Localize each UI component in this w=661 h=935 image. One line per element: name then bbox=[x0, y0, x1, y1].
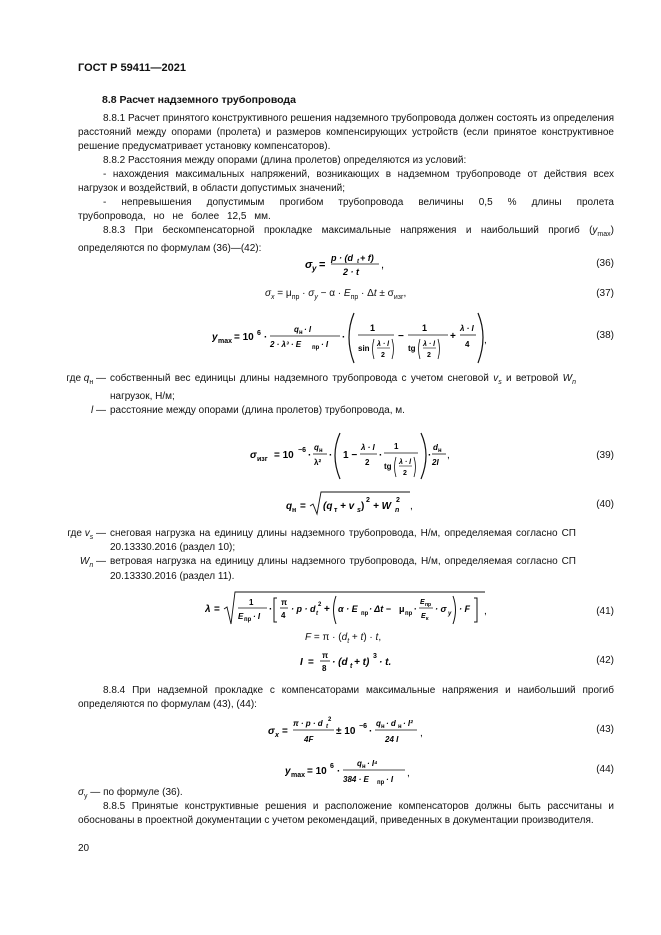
svg-text:т: т bbox=[334, 507, 338, 514]
svg-text:пр: пр bbox=[377, 780, 385, 786]
formula-37: $\sigma_x = \mu_{пр} \cdot \sigma_y - \alpha \cdot E_{пр} \cdot \Delta t \pm \sigma_{изг}$, bbox=[265, 288, 407, 301]
svg-text:,: , bbox=[484, 606, 487, 617]
svg-text:·: · bbox=[379, 450, 383, 461]
svg-text:2: 2 bbox=[318, 602, 322, 608]
svg-text:2: 2 bbox=[427, 352, 431, 359]
svg-text:,: , bbox=[410, 501, 413, 512]
svg-text:пр: пр bbox=[361, 611, 369, 617]
svg-text:t: t bbox=[326, 724, 328, 730]
svg-text:λ²: λ² bbox=[314, 458, 322, 467]
svg-text:+ W: + W bbox=[373, 501, 392, 512]
svg-text:=: = bbox=[319, 259, 326, 271]
svg-text:μ: μ bbox=[399, 604, 405, 614]
equation-number-37: (37) bbox=[596, 288, 614, 299]
svg-text:·: · bbox=[329, 450, 333, 461]
formula-39 bbox=[250, 425, 450, 483]
svg-text:· I: · I bbox=[253, 612, 261, 621]
svg-text:· l⁴: · l⁴ bbox=[367, 759, 378, 768]
svg-text:=: = bbox=[308, 657, 314, 668]
svg-text:+ f): + f) bbox=[360, 253, 374, 263]
svg-text:н: н bbox=[362, 764, 366, 770]
svg-text:(q: (q bbox=[323, 501, 333, 512]
svg-text:=: = bbox=[282, 726, 288, 737]
equation-number-43: (43) bbox=[596, 724, 614, 735]
svg-text:t: t bbox=[357, 259, 359, 265]
definition-v-s: где $v_s$ — снеговая нагрузка на единицу длины надземного трубопровода, Н/м, определяемая согласно СП 20.13330.2016 (раздел 10); bbox=[67, 528, 576, 554]
svg-text:· F: · F bbox=[459, 604, 470, 614]
svg-text:y: y bbox=[212, 332, 218, 343]
svg-text:6: 6 bbox=[257, 330, 261, 337]
svg-text:E: E bbox=[421, 613, 426, 620]
svg-text:q: q bbox=[376, 719, 381, 728]
formula-36 bbox=[305, 250, 395, 280]
svg-text:·: · bbox=[337, 766, 341, 777]
svg-text:2: 2 bbox=[403, 470, 407, 477]
svg-text:+: + bbox=[450, 331, 456, 342]
svg-text:·: · bbox=[308, 450, 312, 461]
svg-text:max: max bbox=[218, 338, 233, 345]
svg-text:π · p · d: π · p · d bbox=[293, 719, 323, 728]
svg-text:· Δt −: · Δt − bbox=[369, 604, 391, 614]
svg-text:): ) bbox=[361, 501, 365, 512]
svg-text:n: n bbox=[395, 507, 400, 514]
svg-text:н: н bbox=[292, 507, 297, 514]
svg-text:+ t): + t) bbox=[354, 657, 370, 668]
page-number: 20 bbox=[78, 843, 90, 854]
svg-text:q: q bbox=[286, 501, 293, 512]
svg-text:s: s bbox=[357, 507, 361, 514]
svg-text:α · E: α · E bbox=[338, 604, 358, 614]
svg-text:q: q bbox=[294, 325, 299, 334]
svg-text:·: · bbox=[369, 726, 373, 737]
svg-text:2: 2 bbox=[366, 497, 370, 504]
svg-text:· d: · d bbox=[386, 719, 396, 728]
svg-text:= 10: = 10 bbox=[274, 450, 294, 461]
svg-text:2 · t: 2 · t bbox=[343, 267, 360, 277]
svg-text:2: 2 bbox=[381, 352, 385, 359]
svg-text:4: 4 bbox=[465, 340, 470, 349]
svg-text:·: · bbox=[264, 332, 268, 343]
svg-text:t: t bbox=[316, 611, 318, 617]
svg-text:σ: σ bbox=[250, 450, 257, 461]
svg-text:−6: −6 bbox=[359, 723, 367, 730]
svg-text:н: н bbox=[438, 448, 442, 454]
svg-text:· p · d: · p · d bbox=[291, 604, 316, 614]
svg-text:н: н bbox=[398, 724, 402, 730]
paragraph-8-8-2: 8.8.2 Расстояния между опорами (длина пролетов) определяются из условий: bbox=[103, 155, 467, 166]
section-title: 8.8 Расчет надземного трубопровода bbox=[102, 94, 296, 106]
svg-text:λ · l: λ · l bbox=[377, 341, 390, 348]
formula-36-text bbox=[0, 0, 1, 1]
definitions-1 bbox=[43, 372, 576, 419]
svg-text:π: π bbox=[281, 598, 288, 607]
svg-text:y: y bbox=[285, 766, 291, 777]
svg-text:1: 1 bbox=[370, 323, 376, 333]
svg-text:λ: λ bbox=[205, 604, 211, 615]
definition-w-n: $W_n$ — ветровая нагрузка на единицу длины надземного трубопровода, Н/м, определяемая согласно СП 20.13330.2016 (раздел 11). bbox=[79, 556, 576, 582]
svg-text:· l: · l bbox=[304, 325, 312, 334]
svg-text:· (d: · (d bbox=[332, 657, 348, 668]
svg-text:·: · bbox=[269, 604, 273, 615]
svg-text:+: + bbox=[324, 604, 330, 615]
equation-number-36: (36) bbox=[596, 258, 614, 269]
svg-text:,: , bbox=[484, 335, 487, 346]
svg-text:пр: пр bbox=[425, 602, 432, 608]
svg-text:y: y bbox=[448, 611, 452, 617]
svg-text:2: 2 bbox=[328, 717, 332, 723]
svg-text:· t.: · t. bbox=[379, 657, 392, 668]
svg-text:1: 1 bbox=[249, 598, 254, 607]
svg-text:λ · l: λ · l bbox=[399, 459, 412, 466]
paragraph-8-8-4: 8.8.4 При надземной прокладке с компенсаторами максимальные напряжения и наибольший прогиб определяются по формулам (43), (44): bbox=[78, 685, 614, 711]
svg-text:· σ: · σ bbox=[435, 604, 447, 614]
svg-text:=: = bbox=[300, 501, 306, 512]
svg-text:·: · bbox=[428, 450, 432, 461]
svg-text:I: I bbox=[300, 657, 303, 668]
svg-text:· I: · I bbox=[321, 340, 329, 349]
formula-41b: $F = \pi \cdot (d_t + t) \cdot t$, bbox=[305, 632, 382, 645]
svg-text:,: , bbox=[407, 768, 410, 779]
paragraph-8-8-3: 8.8.3 При бескомпенсаторной прокладке максимальные напряжения и наибольший прогиб $(y_{max})$ определяются по формулам (36)—(42): bbox=[78, 225, 614, 255]
svg-text:3: 3 bbox=[373, 653, 377, 660]
formula-43 bbox=[268, 712, 438, 748]
formula-38 bbox=[212, 307, 492, 367]
svg-text:2: 2 bbox=[365, 458, 370, 467]
formula-41 bbox=[205, 590, 490, 628]
definition-q-n: где $q_н$ — собственный вес единицы длины надземного трубопровода с учетом снеговой $v_s$ и ветровой $W_n$ нагрузок, Н/м; bbox=[66, 373, 576, 403]
formula-40 bbox=[286, 490, 416, 520]
svg-text:пр: пр bbox=[405, 611, 413, 617]
svg-text:y: y bbox=[312, 264, 317, 273]
definition-l: l — расстояние между опорами (длина пролетов) трубопровода, м. bbox=[90, 405, 405, 417]
svg-text:4: 4 bbox=[281, 611, 286, 620]
svg-text:π: π bbox=[322, 651, 329, 660]
svg-text:изг: изг bbox=[257, 456, 268, 463]
svg-text:8: 8 bbox=[322, 664, 327, 673]
svg-text:6: 6 bbox=[330, 763, 334, 770]
paragraph-8-8-5: 8.8.5 Принятые конструктивные решения и расположение компенсаторов должны быть рассчитаны и обоснованы в проектной документации с учетом рекомендаций, приведенных в документации производителя. bbox=[78, 801, 614, 827]
svg-text:sin: sin bbox=[358, 344, 370, 353]
svg-text:−: − bbox=[398, 331, 404, 342]
svg-text:λ · l: λ · l bbox=[423, 341, 436, 348]
paragraph-8-8-1: 8.8.1 Расчет принятого конструктивного решения надземного трубопровода должен состоять из определения расстояний между опорами (пролета) и размеров компенсирующих устройств (если принятое конструктивное решение предусматривает установку компенсаторов). bbox=[78, 113, 614, 153]
svg-text:± 10: ± 10 bbox=[336, 726, 356, 737]
bullet-2: - непревышения допустимым прогибом трубопровода величины 0,5 % длины пролета трубопровода, но не более 12,5 мм. bbox=[78, 197, 614, 223]
svg-text:,: , bbox=[447, 450, 450, 461]
svg-text:tg: tg bbox=[384, 462, 392, 471]
equation-number-41: (41) bbox=[596, 606, 614, 617]
svg-text:σ: σ bbox=[305, 259, 313, 271]
document-code: ГОСТ Р 59411—2021 bbox=[78, 62, 186, 74]
sigma-y-reference: $\sigma_y$ — по формуле (36). bbox=[78, 787, 183, 800]
svg-text:2 · λ³ · E: 2 · λ³ · E bbox=[270, 340, 302, 349]
svg-text:λ · l: λ · l bbox=[460, 324, 474, 333]
formula-44 bbox=[285, 754, 425, 790]
svg-text:·: · bbox=[342, 332, 346, 343]
svg-text:−6: −6 bbox=[298, 447, 306, 454]
svg-text:н: н bbox=[299, 330, 303, 336]
svg-text:=: = bbox=[214, 604, 220, 615]
svg-text:4F: 4F bbox=[304, 735, 314, 744]
svg-text:·: · bbox=[414, 604, 417, 614]
equation-number-39: (39) bbox=[596, 450, 614, 461]
svg-text:пр: пр bbox=[244, 617, 252, 623]
equation-number-38: (38) bbox=[596, 330, 614, 341]
svg-text:2: 2 bbox=[396, 497, 400, 504]
svg-text:н: н bbox=[319, 448, 323, 454]
svg-text:,: , bbox=[381, 259, 385, 271]
svg-text:1: 1 bbox=[394, 442, 399, 451]
svg-text:· l²: · l² bbox=[403, 719, 413, 728]
svg-text:· I: · I bbox=[386, 775, 394, 784]
svg-text:н: н bbox=[381, 724, 385, 730]
svg-text:,: , bbox=[420, 728, 423, 739]
equation-number-44: (44) bbox=[596, 764, 614, 775]
svg-text:24 I: 24 I bbox=[385, 735, 399, 744]
bullet-1: - нахождения максимальных напряжений, возникающих в надземном трубопроводе от действия всех нагрузок и воздействий, в области допустимых значений; bbox=[78, 169, 614, 195]
svg-text:d: d bbox=[433, 443, 438, 452]
definitions-2 bbox=[43, 527, 576, 584]
svg-text:tg: tg bbox=[408, 344, 416, 353]
svg-text:E: E bbox=[238, 612, 244, 621]
svg-text:q: q bbox=[314, 443, 319, 452]
svg-text:q: q bbox=[357, 759, 362, 768]
svg-text:p · (d: p · (d bbox=[331, 253, 353, 263]
equation-number-40: (40) bbox=[596, 499, 614, 510]
svg-text:1 −: 1 − bbox=[343, 450, 358, 461]
svg-text:λ · l: λ · l bbox=[361, 443, 375, 452]
svg-text:1: 1 bbox=[422, 323, 428, 333]
svg-text:= 10: = 10 bbox=[307, 766, 327, 777]
svg-text:= 10: = 10 bbox=[234, 332, 254, 343]
svg-text:2I: 2I bbox=[432, 458, 439, 467]
svg-text:t: t bbox=[350, 663, 353, 670]
equation-number-42: (42) bbox=[596, 655, 614, 666]
svg-text:σ: σ bbox=[268, 726, 275, 737]
svg-text:x: x bbox=[275, 732, 279, 739]
svg-text:к: к bbox=[426, 616, 429, 622]
svg-text:E: E bbox=[420, 599, 425, 606]
svg-text:max: max bbox=[291, 772, 306, 779]
svg-text:+ v: + v bbox=[340, 501, 355, 512]
svg-text:384 · E: 384 · E bbox=[343, 775, 369, 784]
formula-42 bbox=[300, 646, 400, 676]
svg-text:пр: пр bbox=[312, 345, 320, 351]
